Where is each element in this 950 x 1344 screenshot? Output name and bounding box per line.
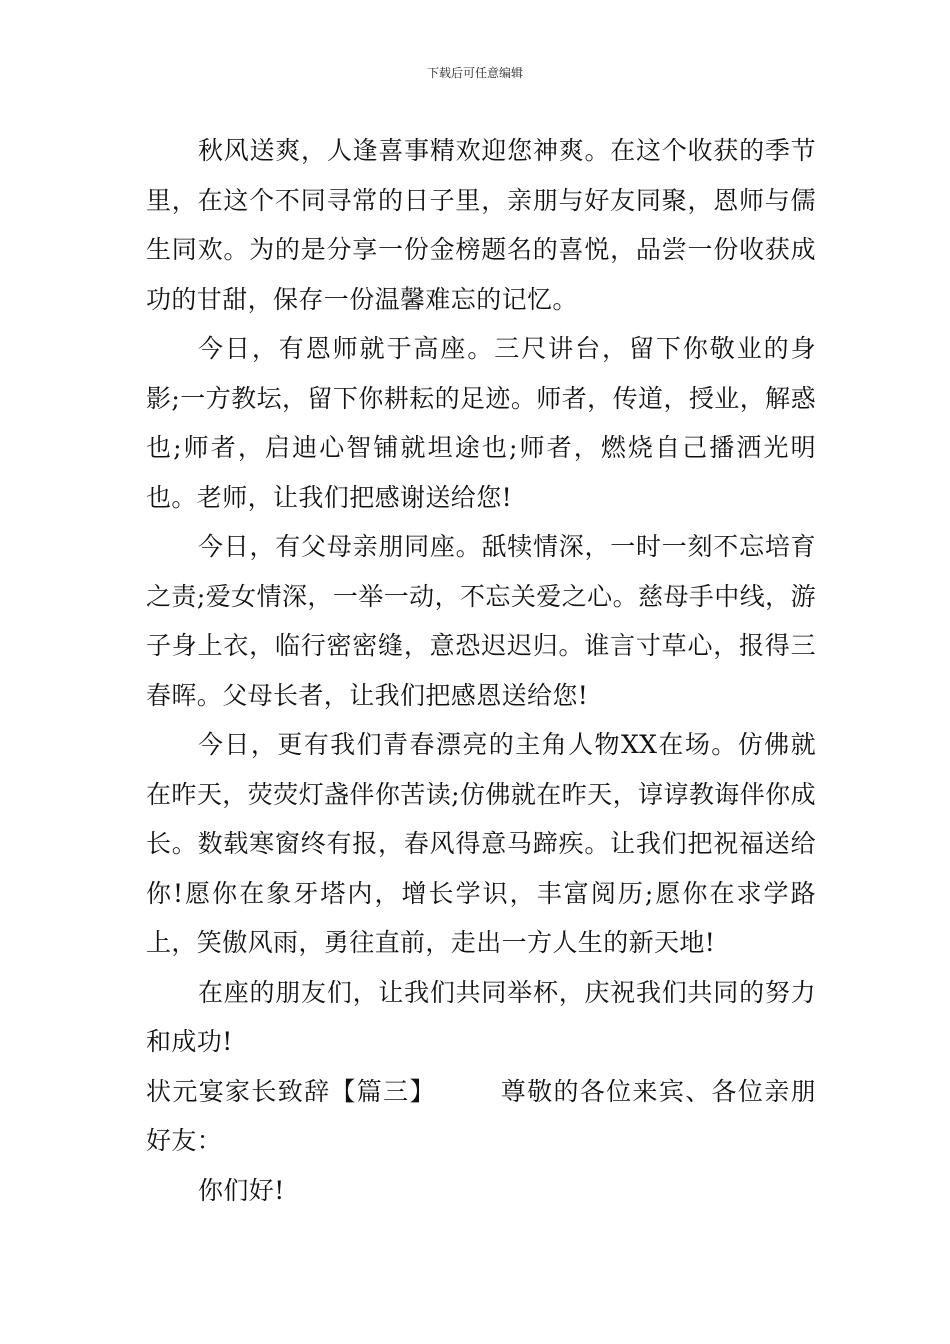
paragraph-toast: 在座的朋友们，让我们共同举杯，庆祝我们共同的努力和成功! — [146, 977, 816, 1056]
page-header: 下载后可任意编辑 — [426, 66, 523, 80]
paragraph-blessing-graduate: 今日，更有我们青春漂亮的主角人物XX在场。仿佛就在昨天，荧荧灯盏伴你苦读;仿佛就在昨天，谆谆教诲伴你成长。数载寒窗终有报，春风得意马蹄疾。让我们把祝福送给你!愿你在象牙塔内，增长学识，丰富阅历;愿你在求学路上，笑傲风雨，勇往直前，走出一方人生的新天地! — [146, 730, 816, 957]
document-body — [146, 126, 816, 1215]
paragraph-thanks-parents: 今日，有父母亲朋同座。舐犊情深，一时一刻不忘培育之责;爱女情深，一举一动，不忘关爱之心。慈母手中线，游子身上衣，临行密密缝，意恐迟迟归。谁言寸草心，报得三春晖。父母长者，让我们把感恩送给您! — [146, 532, 816, 710]
section-heading: 状元宴家长致辞【篇三】 — [146, 1076, 436, 1106]
paragraph-greeting: 你们好! — [198, 1175, 285, 1205]
paragraph-thanks-teachers: 今日，有恩师就于高座。三尺讲台，留下你敬业的身影;一方教坛，留下你耕耘的足迹。师者，传道，授业，解惑也;师者，启迪心智铺就坦途也;师者，燃烧自己播洒光明也。老师，让我们把感谢送给您! — [146, 334, 816, 512]
section-heading-line — [146, 1067, 816, 1166]
paragraph-autumn-greeting: 秋风送爽，人逢喜事精欢迎您神爽。在这个收获的季节里，在这个不同寻常的日子里，亲朋与好友同聚，恩师与儒生同欢。为的是分享一份金榜题名的喜悦，品尝一份收获成功的甘甜，保存一份温馨难忘的记忆。 — [146, 136, 816, 314]
salutation: 尊敬的各位来宾、各位亲朋好友： — [146, 1076, 816, 1155]
